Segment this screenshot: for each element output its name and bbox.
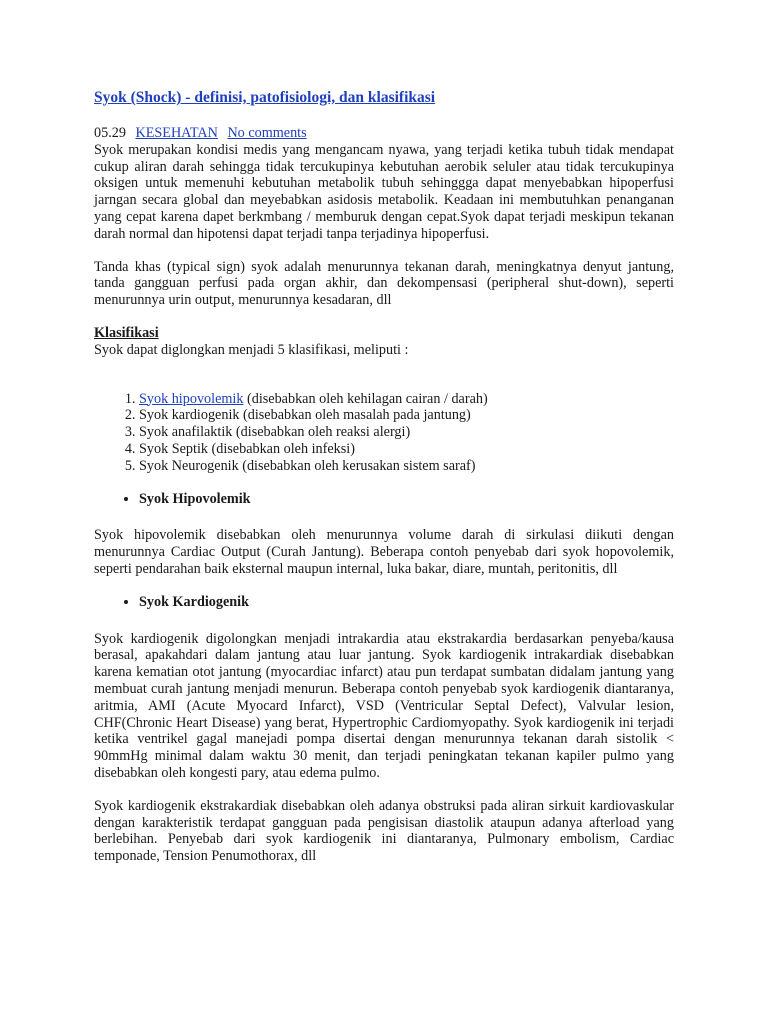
article — [94, 89, 674, 865]
list-item: 5. Syok Neurogenik (disebabkan oleh kerusakan sistem saraf) — [139, 458, 674, 475]
syok-hipovolemik-link[interactable]: Syok hipovolemik — [139, 390, 244, 407]
list-item: 2. Syok kardiogenik (disebabkan oleh masalah pada jantung) — [139, 407, 674, 424]
kardiogenik-paragraph-2: Syok kardiogenik ekstrakardiak disebabkan oleh adanya obstruksi pada aliran sirkuit kardiovaskular dengan karakteristik terdapat gangguan pada pengisisan diastolik ataupun adanya afterload yang berlebihan. Penyebab dari syok kardiogenik ini diantaranya, Pulmonary embolism, Cardiac temponade, Tension Penumothorax, dll — [94, 797, 674, 865]
intro-paragraph-2: Tanda khas (typical sign) syok adalah menurunnya tekanan darah, meningkatnya denyut jantung, tanda gangguan perfusi pada organ akhir, dan dekompensasi (peripheral shut-down), seperti menurunnya urin output, menurunnya kesadaran, dll — [94, 258, 674, 309]
klasifikasi-heading: Klasifikasi — [94, 324, 159, 341]
section-bullet-hipovolemik — [94, 491, 674, 508]
intro-paragraph-1: Syok merupakan kondisi medis yang mengancam nyawa, yang terjadi ketika tubuh tidak mendapat cukup aliran darah sehingga tidak tercukupinya kebutuhan aerobik seluler atau tidak tercukupinya oksigen untuk memenuhi kebutuhan metabolik tubuh sehinggga dapat menyebabkan hipoperfusi jarngan secara global dan meyebabkan asidosis metabolik. Keadaan ini membutuhkan penanganan yang cepat karena dapet berkmbang / memburuk dengan cepat.Syok dapat terjadi meskipun tekanan darah normal dan hipotensi dapat terjadi tanpa terjadinya hipoperfusi. — [94, 141, 674, 242]
article-title — [94, 89, 674, 107]
list-item: 3. Syok anafilaktik (disebabkan oleh reaksi alergi) — [139, 424, 674, 441]
list-item-text: (disebabkan oleh kehilagan cairan / darah) — [243, 390, 488, 407]
section-bullet-kardiogenik — [94, 594, 674, 611]
article-title-link[interactable]: Syok (Shock) - definisi, patofisiologi, dan klasifikasi — [94, 89, 436, 106]
post-meta — [94, 125, 674, 142]
klasifikasi-lead: Syok dapat diglongkan menjadi 5 klasifikasi, meliputi : — [94, 341, 409, 358]
kardiogenik-paragraph-1: Syok kardiogenik digolongkan menjadi intrakardia atau ekstrakardia berdasarkan penyeba/kausa berasal, apakahdari dalam jantung atau luar jantung. Syok kardiogenik intrakardiak disebabkan karena kematian otot jantung (myocardiac infarct) atau pun terdapat sumbatan didalam jantung yang membuat curah jantung menjadi menurun. Beberapa contoh penyebab syok kardiogenik diantaranya, aritmia, AMI (Acute Myocard Infarct), VSD (Ventricular Septal Defect), Valvular lesion, CHF(Chronic Heart Disease) yang berat, Hypertrophic Cardiomyopathy. Syok kardiogenik ini terjadi ketika ventrikel gagal manejadi pompa disertai dengan menurunnya tekanan darah sistolik < 90mmHg minimal dalam waktu 30 menit, dan terjadi peningkatan tekanan kapiler pulmo yang disebabkan oleh kongesti pary, atau edema pulmo. — [94, 630, 674, 781]
hipovolemik-paragraph: Syok hipovolemik disebabkan oleh menurunnya volume darah di sirkulasi diikuti dengan menurunnya Cardiac Output (Curah Jantung). Beberapa contoh penyebab dari syok hopovolemik, seperti pendarahan baik eksternal maupun internal, luka bakar, diare, muntah, peritonitis, dll — [94, 527, 674, 577]
list-item — [139, 391, 674, 408]
comments-link[interactable]: No comments — [227, 125, 307, 141]
klasifikasi-list — [94, 391, 674, 475]
section-heading-kardiogenik: • Syok Kardiogenik — [139, 594, 674, 611]
section-heading-hipovolemik: • Syok Hipovolemik — [139, 491, 674, 508]
category-link[interactable]: KESEHATAN — [135, 125, 218, 141]
post-time: 05.29 — [94, 125, 126, 141]
list-item: 4. Syok Septik (disebabkan oleh infeksi) — [139, 441, 674, 458]
